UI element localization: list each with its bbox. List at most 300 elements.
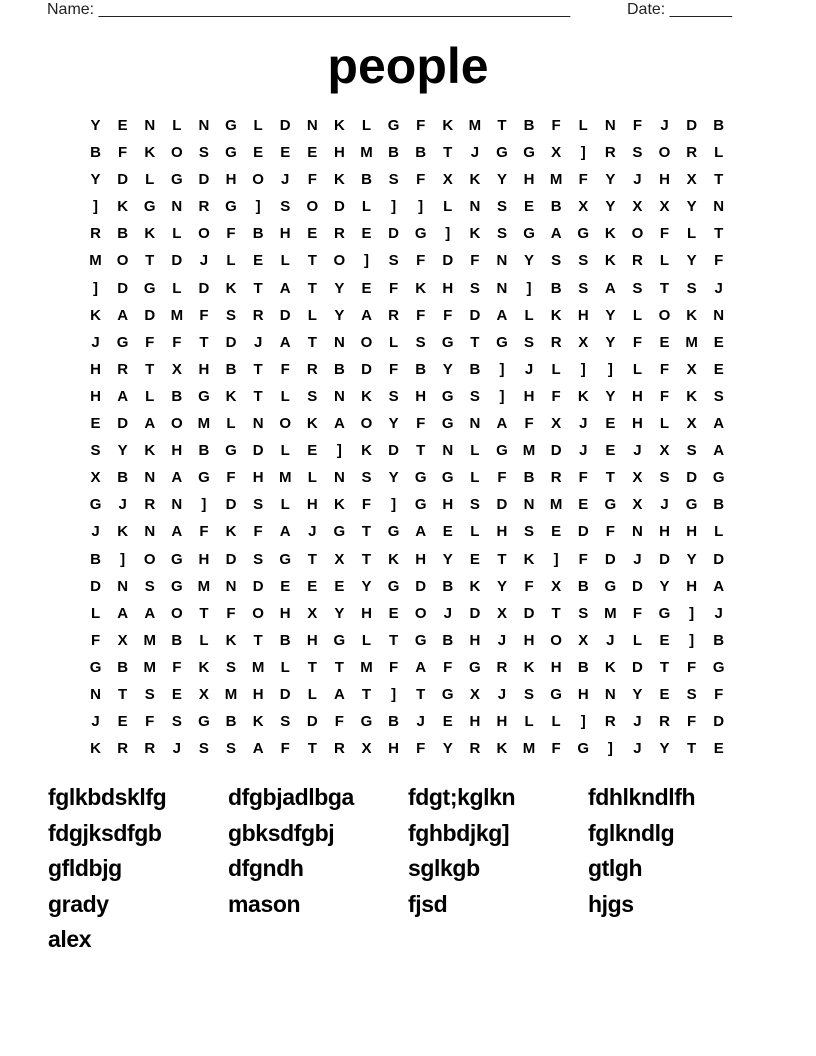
grid-letter: K [117,198,129,216]
grid-letter: O [116,252,129,270]
grid-letter: D [306,713,318,731]
grid-row [82,329,732,356]
grid-letter: F [226,469,236,487]
grid-letter: G [225,442,237,460]
grid-letter: L [280,658,290,676]
grid-letter: X [496,604,507,622]
grid-letter: F [416,740,426,758]
grid-letter: H [496,523,508,541]
grid-letter: A [496,306,508,324]
grid-letter: L [659,252,670,270]
grid-letter: R [659,713,670,731]
grid-letter: O [279,415,292,433]
grid-letter: S [578,252,589,270]
grid-letter: L [632,360,642,378]
grid-letter: D [713,713,725,731]
grid-letter: K [252,713,264,731]
grid-letter: H [279,604,291,622]
grid-letter: ] [553,550,559,568]
grid-letter: Y [605,333,616,351]
grid-letter: B [171,387,183,405]
grid-letter: F [578,469,588,487]
grid-letter: N [496,252,508,270]
grid-letter: J [497,685,507,703]
grid-letter: Y [334,306,345,324]
grid-letter: D [225,333,237,351]
grid-letter: F [416,306,426,324]
grid-letter: H [415,550,427,568]
grid-letter: D [225,496,237,514]
grid-letter: A [279,333,291,351]
grid-letter: G [604,496,617,514]
grid-letter: ] [445,225,451,243]
grid-letter: E [713,360,724,378]
grid-letter: F [687,713,697,731]
grid-letter: H [659,523,670,541]
grid-letter: F [280,360,290,378]
grid-letter: G [143,279,156,297]
grid-letter: X [686,415,697,433]
grid-letter: D [333,198,345,216]
grid-letter: E [713,333,724,351]
grid-letter: N [604,685,616,703]
grid-letter: T [497,550,507,568]
grid-letter: D [388,225,399,243]
grid-letter: S [686,442,697,460]
grid-letter: S [469,279,480,297]
grid-letter: S [144,685,155,703]
grid-letter: J [118,496,127,514]
grid-letter: T [307,333,317,351]
grid-letter: T [253,279,263,297]
grid-letter: L [470,523,480,541]
name-field-label: Name: _____________________________________________________ [47,1,571,18]
grid-letter: B [198,442,210,460]
grid-letter: Y [442,360,453,378]
grid-letter: B [415,360,427,378]
grid-letter: D [225,550,237,568]
grid-letter: X [578,631,589,649]
grid-letter: T [416,442,426,460]
grid-letter: A [496,415,508,433]
grid-letter: L [632,306,642,324]
grid-letter: M [468,117,482,134]
grid-letter: T [361,550,372,568]
grid-letter: G [198,713,210,731]
grid-letter: O [170,144,183,162]
grid-letter: J [281,171,290,189]
grid-letter: L [226,415,236,433]
grid-letter: N [144,469,156,487]
grid-letter: G [496,442,508,460]
grid-letter: L [145,387,155,405]
grid-letter: X [361,740,372,758]
grid-letter: S [632,144,643,162]
grid-letter: G [658,604,671,622]
grid-letter: F [90,631,101,649]
grid-letter: F [172,658,182,676]
grid-letter: H [306,631,318,649]
grid-letter: E [253,252,264,270]
grid-letter: O [360,333,373,351]
grid-letter: M [143,658,156,676]
grid-letter: B [469,360,481,378]
grid-letter: T [659,658,670,676]
grid-letter: T [551,604,561,622]
grid-letter: H [632,387,643,405]
grid-letter: E [307,577,318,595]
grid-letter: L [551,360,561,378]
grid-letter: G [496,144,508,162]
word-search-grid [82,112,732,762]
grid-letter: L [578,117,588,134]
grid-letter: F [443,306,453,324]
grid-letter: S [659,469,670,487]
grid-letter: B [713,631,725,649]
grid-letter: J [91,523,100,541]
grid-letter: M [549,171,563,189]
grid-letter: E [253,144,264,162]
grid-letter: E [713,740,724,758]
grid-letter: L [524,713,534,731]
grid-letter: N [523,496,535,514]
grid-letter: K [144,225,156,243]
grid-letter: X [551,415,562,433]
grid-letter: F [551,740,561,758]
grid-letter: L [361,198,372,216]
grid-letter: R [388,306,399,324]
grid-letter: ] [689,604,695,622]
grid-letter: E [307,442,318,460]
grid-letter: A [333,685,345,703]
grid-letter: L [145,171,155,189]
grid-letter: N [333,387,345,405]
grid-letter: H [225,171,237,189]
grid-letter: A [144,415,156,433]
grid-row [82,193,732,220]
grid-letter: K [90,740,101,758]
grid-letter: B [252,225,264,243]
grid-letter: H [90,360,101,378]
grid-letter: E [524,198,535,216]
grid-letter: R [144,740,156,758]
grid-letter: H [632,415,643,433]
grid-letter: G [279,550,292,568]
grid-letter: R [117,740,129,758]
grid-letter: O [414,604,427,622]
grid-letter: G [441,387,454,405]
grid-letter: E [578,496,589,514]
grid-letter: T [253,387,263,405]
grid-letter: ] [526,279,532,297]
grid-letter: H [198,360,210,378]
grid-letter: B [713,496,725,514]
grid-letter: O [143,550,156,568]
grid-letter: A [550,225,562,243]
grid-letter: H [659,171,670,189]
grid-letter: H [442,279,454,297]
grid-row [82,437,732,464]
grid-letter: L [361,631,372,649]
grid-letter: D [577,523,589,541]
grid-letter: Y [605,306,616,324]
grid-letter: S [253,496,264,514]
grid-letter: ] [607,360,613,378]
grid-letter: F [470,252,480,270]
grid-row [82,139,732,166]
grid-letter: K [686,306,698,324]
grid-letter: L [687,225,697,243]
grid-letter: T [388,631,399,649]
grid-letter: E [659,631,670,649]
grid-letter: O [252,171,264,189]
grid-letter: S [578,604,589,622]
grid-letter: D [659,550,670,568]
grid-letter: ] [580,144,586,162]
grid-letter: G [523,144,535,162]
grid-letter: E [442,523,453,541]
grid-letter: J [579,442,588,460]
grid-letter: A [333,415,345,433]
grid-letter: ] [391,685,397,703]
word-list-item: fjsd [408,890,448,917]
grid-letter: N [469,198,481,216]
grid-letter: O [550,631,562,649]
grid-letter: F [524,415,534,433]
grid-letter: B [523,117,535,134]
grid-letter: T [253,631,263,649]
grid-letter: R [90,225,101,243]
grid-letter: L [524,306,534,324]
grid-letter: G [360,713,373,731]
grid-letter: F [659,387,670,405]
grid-letter: N [306,117,318,134]
grid-letter: E [171,685,182,703]
grid-letter: M [224,685,238,703]
grid-letter: N [333,469,345,487]
grid-letter: Y [605,387,616,405]
grid-letter: A [171,469,183,487]
grid-letter: R [333,225,345,243]
grid-row [82,383,732,410]
grid-letter: E [605,442,616,460]
grid-letter: L [280,442,290,460]
grid-letter: X [307,604,318,622]
grid-letter: ] [363,252,369,270]
grid-letter: L [551,713,561,731]
grid-letter: A [117,306,129,324]
grid-letter: Y [334,279,345,297]
grid-letter: S [551,252,562,270]
grid-letter: F [280,740,290,758]
grid-letter: G [441,469,454,487]
grid-letter: J [714,604,723,622]
grid-letter: F [226,225,236,243]
grid-letter: N [144,523,156,541]
grid-letter: ] [201,496,207,514]
grid-letter: O [333,252,346,270]
grid-letter: M [251,658,265,676]
grid-letter: G [170,171,183,189]
grid-letter: K [523,658,535,676]
grid-letter: O [658,144,671,162]
grid-letter: H [442,496,454,514]
grid-letter: K [469,577,481,595]
grid-letter: F [416,171,426,189]
grid-letter: T [470,333,480,351]
grid-letter: N [225,577,237,595]
grid-letter: S [686,685,697,703]
grid-letter: B [550,198,562,216]
grid-letter: S [253,550,264,568]
grid-letter: H [361,604,372,622]
grid-letter: T [361,523,372,541]
grid-letter: F [199,523,209,541]
grid-letter: T [307,550,317,568]
grid-letter: S [90,442,101,460]
grid-letter: N [252,415,264,433]
grid-letter: F [361,496,372,514]
grid-letter: B [442,631,454,649]
grid-letter: ] [120,550,126,568]
grid-letter: B [361,171,372,189]
grid-letter: G [198,387,210,405]
grid-letter: F [632,604,642,622]
grid-row [82,491,732,518]
grid-letter: N [171,496,183,514]
word-list-item: sglkgb [408,855,480,881]
grid-letter: D [388,442,399,460]
grid-letter: B [279,631,291,649]
grid-letter: X [198,685,209,703]
grid-letter: T [605,469,615,487]
grid-letter: H [523,631,535,649]
grid-letter: G [89,496,102,514]
grid-letter: S [280,198,291,216]
word-list-item: fdgt;kglkn [408,784,516,810]
grid-letter: F [226,604,236,622]
grid-letter: G [414,496,427,514]
grid-letter: L [470,469,480,487]
grid-letter: A [713,577,725,595]
grid-letter: D [144,306,156,324]
grid-row [82,681,732,708]
grid-letter: F [334,713,344,731]
grid-letter: G [116,333,129,351]
grid-letter: D [686,469,698,487]
grid-letter: H [90,387,101,405]
grid-letter: D [713,550,725,568]
grid-letter: S [226,658,237,676]
grid-letter: J [660,496,669,514]
grid-letter: ] [418,198,424,216]
grid-letter: F [145,333,155,351]
grid-letter: F [388,279,399,297]
grid-letter: L [714,144,724,162]
grid-letter: D [550,442,562,460]
grid-letter: B [333,360,345,378]
grid-letter: Y [90,117,101,134]
grid-letter: E [469,550,480,568]
grid-letter: G [170,577,183,595]
grid-letter: S [198,144,209,162]
grid-letter: X [659,442,670,460]
grid-letter: D [252,577,264,595]
grid-letter: D [604,550,616,568]
grid-letter: A [252,740,264,758]
grid-letter: E [551,523,562,541]
grid-letter: H [686,577,698,595]
grid-letter: F [416,252,426,270]
grid-letter: B [117,658,129,676]
grid-letter: L [443,198,453,216]
grid-letter: G [387,577,400,595]
grid-letter: O [198,225,210,243]
grid-letter: M [278,469,292,487]
grid-letter: R [144,496,156,514]
grid-letter: N [171,198,183,216]
grid-letter: J [91,713,100,731]
grid-letter: K [90,306,101,324]
grid-letter: D [279,306,291,324]
grid-letter: L [199,631,209,649]
grid-letter: D [198,171,210,189]
grid-letter: K [577,387,589,405]
grid-letter: K [198,658,210,676]
grid-letter: F [118,144,128,162]
grid-letter: E [280,144,291,162]
grid-letter: G [604,577,617,595]
grid-letter: H [333,144,345,162]
grid-letter: J [199,252,209,270]
grid-letter: T [307,252,317,270]
grid-letter: S [198,740,209,758]
grid-letter: K [117,523,129,541]
grid-letter: B [388,713,399,731]
grid-letter: J [416,713,425,731]
grid-letter: R [252,306,264,324]
grid-letter: N [117,577,129,595]
grid-letter: T [714,225,724,243]
grid-letter: L [361,117,372,134]
grid-letter: O [170,415,183,433]
grid-letter: J [524,360,534,378]
grid-letter: A [117,387,129,405]
grid-letter: K [496,740,508,758]
grid-letter: K [604,225,616,243]
grid-letter: K [604,252,616,270]
grid-letter: M [360,658,373,676]
grid-letter: E [334,577,345,595]
grid-letter: A [415,658,427,676]
grid-letter: N [604,117,616,134]
grid-letter: G [414,631,427,649]
grid-letter: A [144,604,156,622]
grid-letter: S [524,333,535,351]
grid-letter: K [469,171,481,189]
grid-letter: N [632,523,643,541]
grid-letter: L [172,117,182,134]
word-list-item: gbksdfgbj [228,819,335,846]
grid-letter: D [469,306,481,324]
grid-letter: X [334,550,345,568]
word-list-item: gtlgh [588,855,643,881]
grid-letter: L [172,225,182,243]
grid-letter: G [577,225,590,243]
grid-letter: T [307,279,317,297]
grid-letter: O [631,225,644,243]
grid-letter: M [604,604,617,622]
